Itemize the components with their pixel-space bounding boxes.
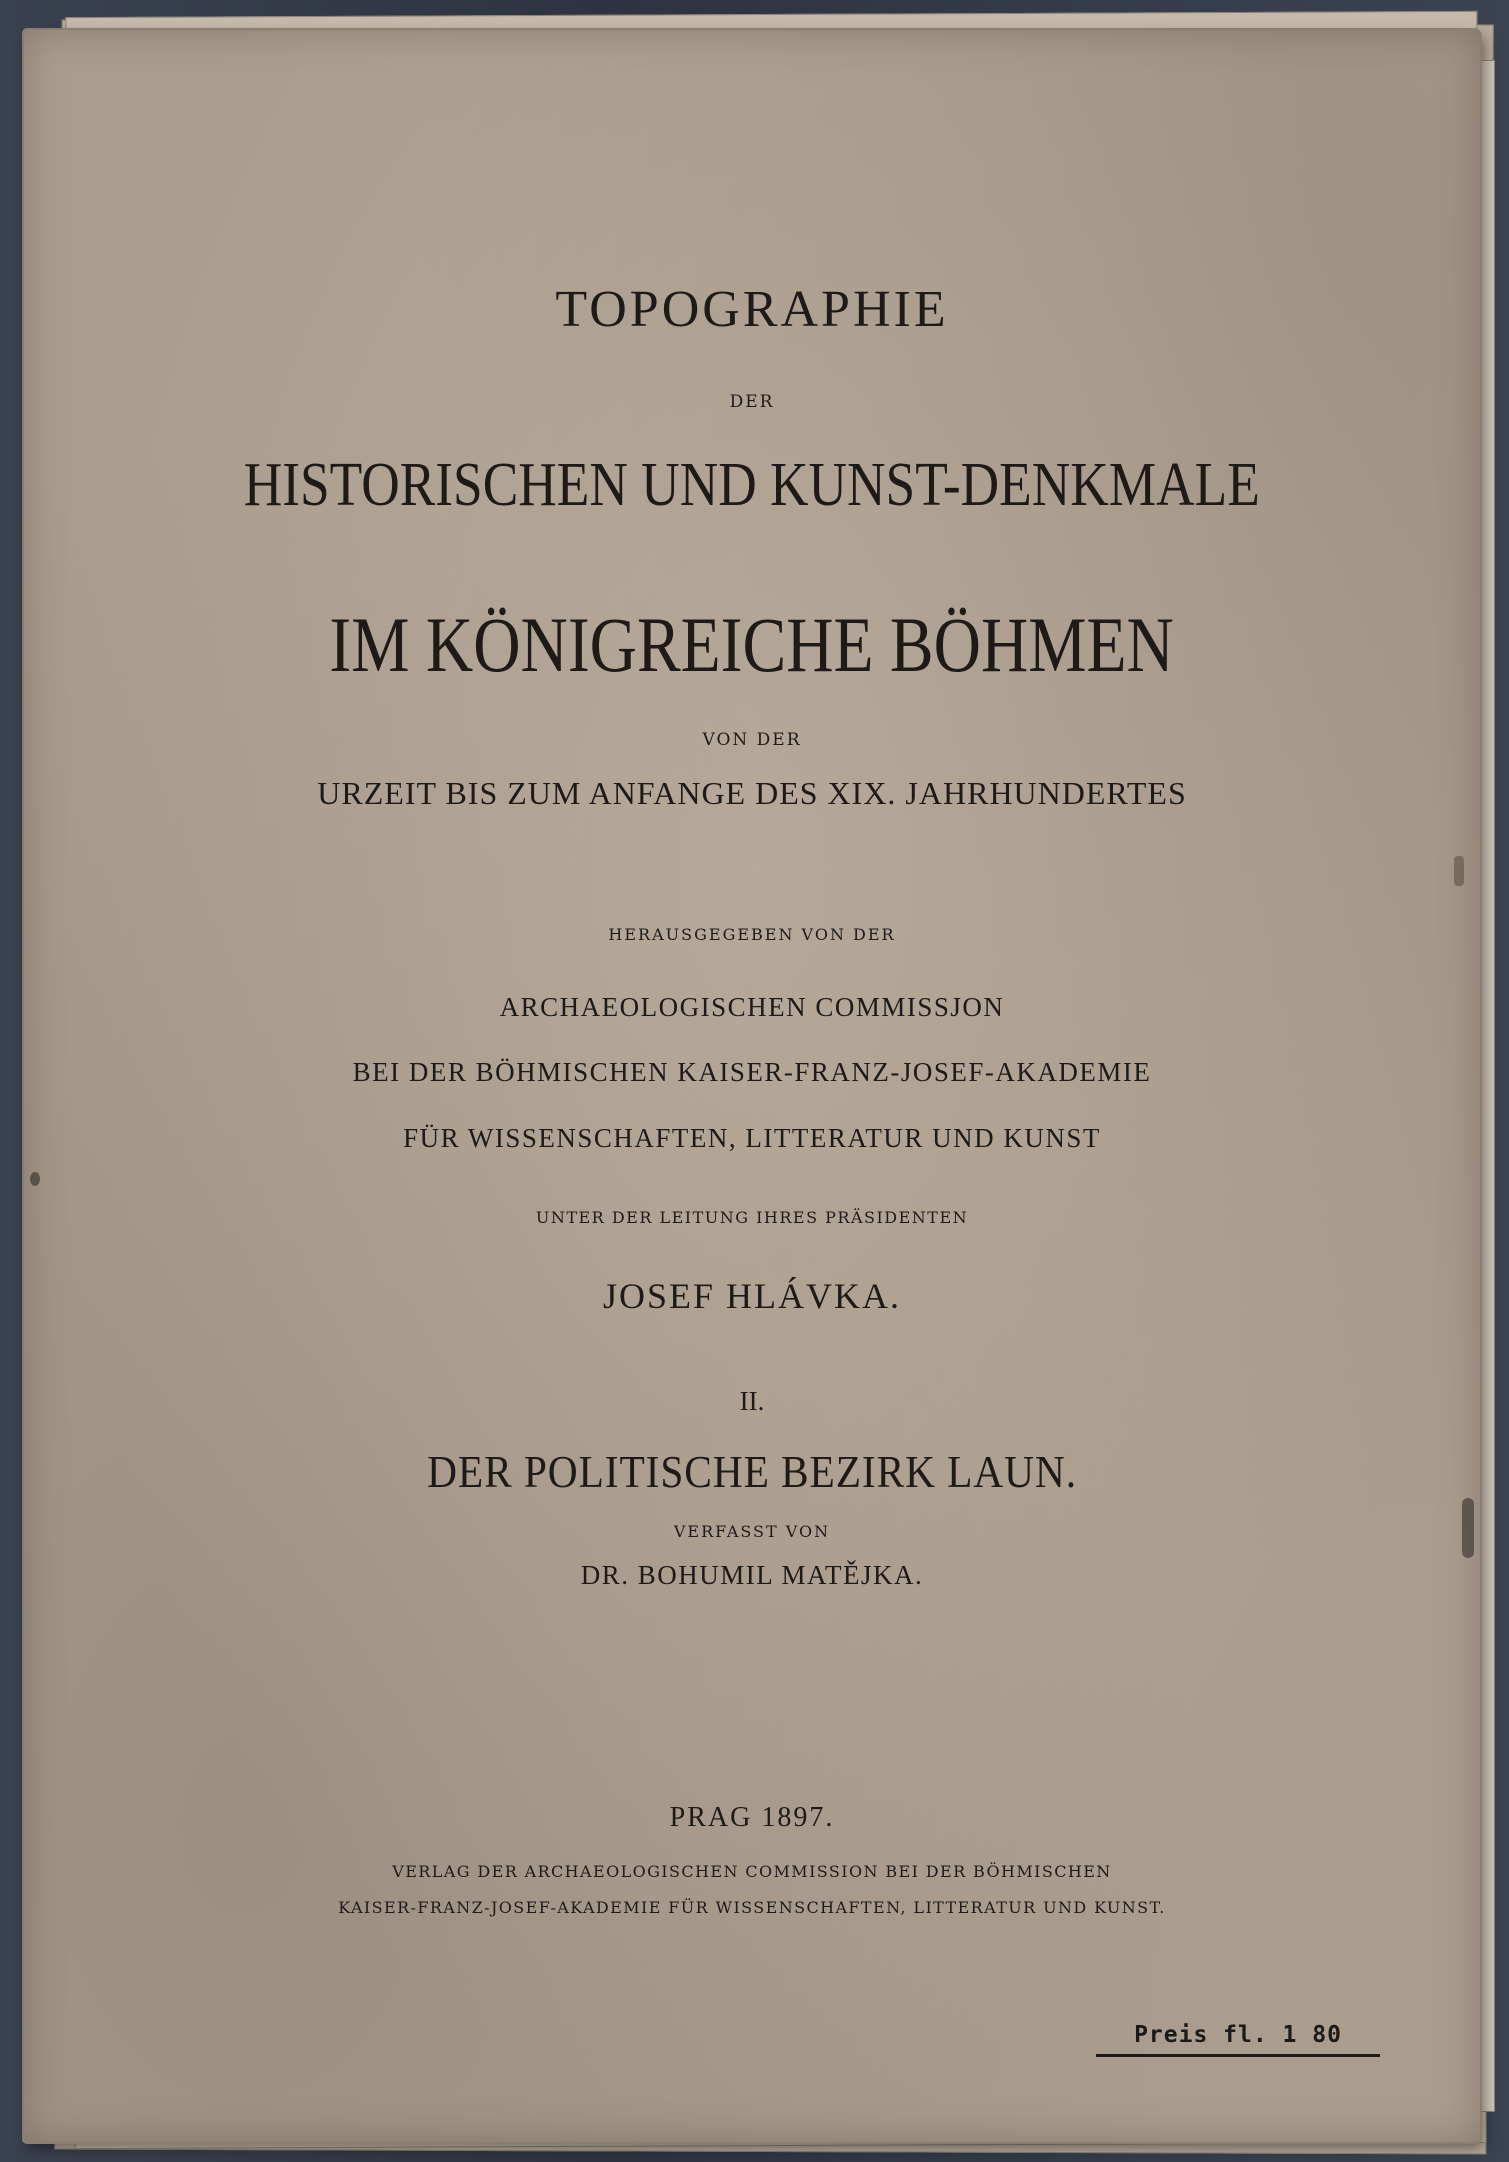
price-label (1096, 2022, 1380, 2057)
cover-president: JOSEF HLÁVKA. (602, 1276, 902, 1316)
cover-volume-title (24, 1445, 1480, 1498)
cover-blemish (1454, 856, 1464, 886)
cover-publisher-line-2: KAISER-FRANZ-JOSEF-AKADEMIE FÜR WISSENSCHAFTEN, LITTERATUR UND KUNST. (338, 1898, 1166, 1917)
cover-subject-text: HISTORISCHEN UND KUNST-DENKMALE (243, 451, 1261, 519)
cover-blemish (30, 1172, 40, 1186)
cover-publisher-line-1: VERLAG DER ARCHAEOLOGISCHEN COMMISSION BEI DER BÖHMISCHEN (392, 1862, 1112, 1881)
cover-connector-von-der: VON DER (702, 730, 802, 750)
cover-period: URZEIT BIS ZUM ANFANGE DES XIX. JAHRHUNDERTES (317, 775, 1187, 811)
cover-place-year: PRAG 1897. (669, 1802, 835, 1833)
book-cover (24, 30, 1480, 2142)
cover-volume-title-text: DER POLITISCHE BEZIRK LAUN. (427, 1446, 1077, 1497)
cover-region-text: IM KÖNIGREICHE BÖHMEN (329, 601, 1175, 688)
price-text: Preis fl. 1 80 (1134, 2022, 1342, 2048)
cover-commission-line-1: ARCHAEOLOGISCHEN COMMISSJON (499, 992, 1005, 1022)
cover-subject (24, 450, 1480, 521)
cover-herausgegeben: HERAUSGEGEBEN VON DER (608, 925, 896, 944)
cover-leitung: UNTER DER LEITUNG IHRES PRÄSIDENTEN (535, 1208, 969, 1227)
cover-verfasst: VERFASST VON (673, 1522, 831, 1541)
cover-commission-line-2: BEI DER BÖHMISCHEN KAISER-FRANZ-JOSEF-AKADEMIE (352, 1057, 1152, 1087)
cover-author: DR. BOHUMIL MATĚJKA. (580, 1560, 924, 1590)
cover-region (24, 600, 1480, 690)
cover-blemish (1462, 1498, 1474, 1558)
cover-title: TOPOGRAPHIE (555, 281, 949, 338)
cover-connector-der: DER (729, 392, 775, 412)
cover-volume-number: II. (739, 1386, 765, 1416)
cover-commission-line-3: FÜR WISSENSCHAFTEN, LITTERATUR UND KUNST (403, 1123, 1101, 1153)
price-underline (1096, 2054, 1380, 2057)
